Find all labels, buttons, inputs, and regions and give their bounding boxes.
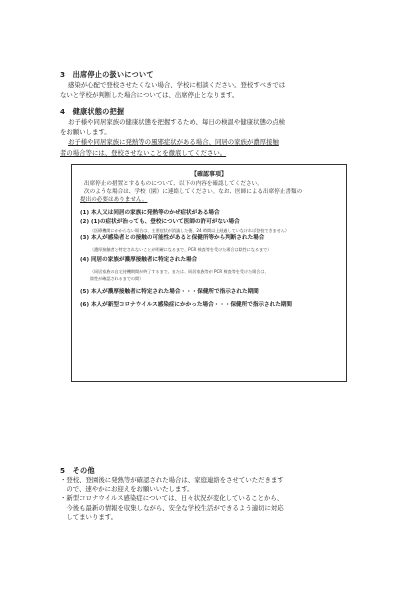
box-item-3-note: （濃厚接触者と特定されないことが明確になるまで、PCR 検査等を受けた場合は陰性になるまで） [90,246,272,252]
section-5-line-3: ・新型コロナウイルス感染症については、日々状況が変化していることから、 [60,494,284,503]
section-5-line-1: ・登校、登園後に発熱等が確認された場合は、家庭連絡をさせていただきます [60,476,284,484]
box-intro-line-1: 出席停止の措置とするものについて、以下の内容を確認してください。 [84,181,263,187]
box-item-4-note-1: （同居家族の自宅待機期間が終了するまで。または、同居家族等が PCR 検査等を受けた場合は、 [90,268,269,274]
section-3-line-1: 感染が心配で登校させたくない場合、学校に相談ください。登校すべきでは [68,81,286,89]
box-item-3: (3) 本人が感染者との接触の可能性があると保健所等から判断された場合 [80,234,265,241]
box-item-2-note: （医療機関にかからない場合は、主要症状が消滅した後、24 時間以上経過していなければ登校できません） [90,227,289,233]
section-4-line-1: お子様や同居家族の健康状態を把握するため、毎日の検温や健康状態の点検 [68,118,286,126]
box-item-1: (1) 本人又は同居の家族に発熱等のかぜ症状がある場合 [80,210,220,217]
box-item-2: (2) (1)の症状が治っても、登校について医師の許可がない場合 [80,219,240,226]
section-other [60,466,370,522]
section-attendance-suspension [60,70,370,100]
box-item-5: (5) 本人が濃厚接触者に特定された場合・・・保健所で指示された期間 [80,288,259,295]
section-5-heading: 5 その他 [60,466,95,475]
confirmation-box-title: 【確認事項】 [190,171,227,178]
box-item-4: (4) 同居の家族が濃厚接触者に特定された場合 [80,256,198,263]
box-intro-line-3: 提出の必要はありません。 [80,196,148,203]
box-item-6: (6) 本人が新型コロナウイルス感染症にかかった場合・・・保健所で指示された期間 [80,302,292,309]
section-3-heading: 3 出席停止の扱いについて [60,70,154,79]
box-item-4-note-2: 陰性が確認されるまでの間） [90,275,144,281]
section-4-line-4: 者の場合等には、登校させないことを徹底してください。 [60,148,227,157]
section-health-check [60,107,370,158]
section-5-line-5: してまいります。 [60,512,118,521]
section-4-line-3: お子様や同居家族に発熱等の風邪症状がある場合、同居の家族が濃厚接触 [68,138,279,147]
confirmation-box-body [80,181,338,310]
section-5-line-2: ので、速やかにお迎えをお願いいたします。 [60,485,194,494]
section-5-line-4: 今後も最新の情報を収集しながら、安全な学校生活ができるよう適切に対応 [60,503,284,512]
section-4-line-2: をお願いします。 [60,128,111,137]
section-3-line-2: ないと学校が判断した場合については、出席停止となります。 [60,91,239,100]
box-intro-line-2: 次のような場合は、学校（園）に連絡してください。なお、医師による出席停止書類の [84,188,303,195]
confirmation-box [71,164,347,382]
section-4-heading: 4 健康状態の把握 [60,107,125,116]
